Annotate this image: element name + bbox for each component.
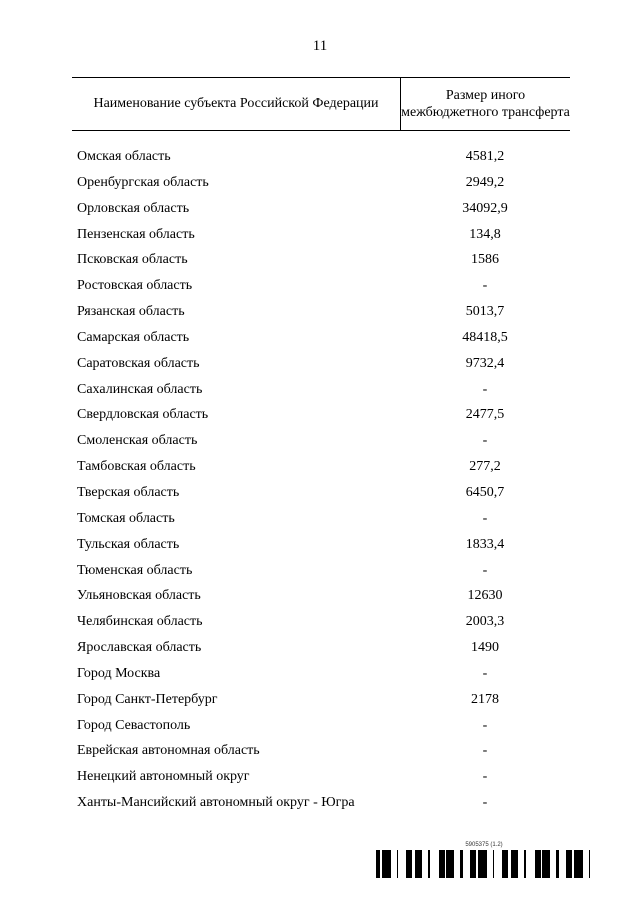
barcode-bar [470, 850, 472, 878]
transfer-value: 5013,7 [465, 304, 505, 320]
barcode-bar [577, 850, 578, 878]
table-row [0, 223, 640, 249]
barcode-bar [547, 850, 548, 878]
barcode-bar [406, 850, 409, 878]
transfer-value: - [482, 769, 488, 785]
table-row [0, 403, 640, 429]
barcode-bar [484, 850, 487, 878]
barcode-bar [542, 850, 544, 878]
barcode-bar [415, 850, 416, 878]
transfer-value: - [482, 433, 488, 449]
barcode-bar [409, 850, 410, 878]
table-row [0, 765, 640, 791]
barcode-bar [556, 850, 559, 878]
transfer-value: 12630 [467, 588, 503, 604]
transfer-value: 1833,4 [465, 536, 505, 552]
barcode-bar [505, 850, 506, 878]
subject-name: Еврейская автономная область [77, 743, 260, 759]
transfer-value: - [482, 278, 488, 294]
table-row [0, 300, 640, 326]
subject-name: Тамбовская область [77, 459, 196, 475]
barcode-bar [481, 850, 482, 878]
barcode-bar [512, 850, 514, 878]
barcode-bar [376, 850, 379, 878]
barcode-bar [421, 850, 422, 878]
transfer-value: - [482, 665, 488, 681]
transfer-value: 277,2 [469, 459, 501, 475]
subject-name: Томская область [77, 510, 175, 526]
subject-name: Рязанская область [77, 304, 185, 320]
table-row [0, 197, 640, 223]
table-row [0, 688, 640, 714]
barcode-bar [574, 850, 577, 878]
subject-name: Ростовская область [77, 278, 193, 294]
transfer-value: 2003,3 [465, 614, 505, 630]
subject-name: Сахалинская область [77, 381, 203, 397]
barcode-bar [568, 850, 571, 878]
barcode-bar [446, 850, 448, 878]
barcode-bar [418, 850, 421, 878]
header-subject-name: Наименование субъекта Российской Федерации [93, 96, 379, 111]
table-row [0, 455, 640, 481]
barcode-bar [544, 850, 547, 878]
barcode-bar [448, 850, 451, 878]
table-row [0, 352, 640, 378]
table-row [0, 145, 640, 171]
transfer-value: - [482, 717, 488, 733]
barcode-bar [535, 850, 536, 878]
transfer-value: 4581,2 [465, 149, 505, 164]
barcode-bar [538, 850, 541, 878]
table-row [0, 429, 640, 455]
subject-name: Самарская область [77, 329, 190, 345]
barcode-bar [428, 850, 430, 878]
transfer-value: 1490 [471, 640, 499, 656]
transfer-value: 134,8 [469, 226, 501, 242]
subject-name: Псковская область [77, 252, 188, 268]
barcode-bar [482, 850, 484, 878]
subject-name: Тульская область [77, 536, 180, 552]
transfer-value: - [482, 381, 488, 397]
barcode-number: 5905375 (1.2) [465, 842, 503, 848]
barcode [376, 842, 592, 880]
subject-name: Свердловская область [77, 407, 209, 423]
barcode-bar [475, 850, 476, 878]
table-row [0, 326, 640, 352]
barcode-bar [452, 850, 454, 878]
table-row [0, 739, 640, 765]
subject-name: Город Севастополь [77, 717, 191, 733]
transfer-value: 2477,5 [465, 407, 505, 423]
barcode-bar [388, 850, 391, 878]
table-row [0, 559, 640, 585]
barcode-bar [442, 850, 445, 878]
table-row [0, 636, 640, 662]
barcode-bar [440, 850, 442, 878]
barcode-icon [376, 850, 592, 878]
table-row [0, 791, 640, 817]
barcode-bar [580, 850, 583, 878]
table-row [0, 662, 640, 688]
barcode-bar [566, 850, 568, 878]
transfer-value: 9732,4 [465, 355, 505, 371]
barcode-bar [397, 850, 398, 878]
header-transfer-size: Размер иного межбюджетного трансферта [401, 88, 570, 120]
barcode-bar [382, 850, 385, 878]
table-row [0, 481, 640, 507]
transfer-value: 1586 [471, 252, 499, 268]
subject-name: Орловская область [77, 200, 190, 216]
barcode-bar [517, 850, 518, 878]
barcode-bar [478, 850, 481, 878]
table-row [0, 248, 640, 274]
subject-name: Ненецкий автономный округ [77, 769, 250, 785]
transfer-value: 6450,7 [465, 484, 505, 500]
barcode-bar [524, 850, 526, 878]
subject-name: Город Санкт-Петербург [77, 691, 218, 707]
table-body [0, 145, 640, 817]
subject-name: Ханты-Мансийский автономный округ - Югра [77, 795, 355, 811]
barcode-bar [386, 850, 388, 878]
barcode-bar [514, 850, 517, 878]
transfer-value: 2178 [471, 691, 499, 707]
barcode-bar [410, 850, 412, 878]
table-row [0, 378, 640, 404]
transfer-value: - [482, 743, 488, 759]
barcode-bar [416, 850, 418, 878]
transfer-value: - [482, 562, 488, 578]
subject-name: Ярославская область [77, 640, 202, 656]
barcode-bar [472, 850, 475, 878]
table-row [0, 507, 640, 533]
subject-name: Тюменская область [77, 562, 193, 578]
table-row [0, 533, 640, 559]
transfer-value: - [482, 795, 488, 811]
transfer-value: 48418,5 [462, 329, 508, 345]
barcode-bar [439, 850, 440, 878]
table-row [0, 714, 640, 740]
barcode-bar [536, 850, 538, 878]
table-row [0, 274, 640, 300]
table-row [0, 171, 640, 197]
subject-name: Саратовская область [77, 355, 200, 371]
subject-name: Челябинская область [77, 614, 203, 630]
subject-name: Омская область [77, 149, 171, 164]
subject-name: Смоленская область [77, 433, 198, 449]
barcode-bar [493, 850, 494, 878]
subject-name: Тверская область [77, 484, 180, 500]
subject-name: Город Москва [77, 665, 161, 681]
transfer-value: 34092,9 [462, 200, 508, 216]
subject-name: Ульяновская область [77, 588, 201, 604]
barcode-bar [571, 850, 572, 878]
table-row [0, 610, 640, 636]
barcode-bar [548, 850, 550, 878]
subject-name: Пензенская область [77, 226, 195, 242]
barcode-bar [578, 850, 580, 878]
table-header [72, 77, 570, 131]
transfer-value: - [482, 510, 488, 526]
barcode-bar [506, 850, 508, 878]
transfer-value: 2949,2 [465, 174, 505, 190]
barcode-bar [379, 850, 380, 878]
barcode-bar [502, 850, 505, 878]
page-number: 11 [312, 38, 328, 54]
barcode-bar [511, 850, 512, 878]
barcode-bar [385, 850, 386, 878]
subject-name: Оренбургская область [77, 174, 209, 190]
barcode-bar [589, 850, 590, 878]
table-row [0, 584, 640, 610]
barcode-bar [451, 850, 452, 878]
barcode-bar [460, 850, 463, 878]
